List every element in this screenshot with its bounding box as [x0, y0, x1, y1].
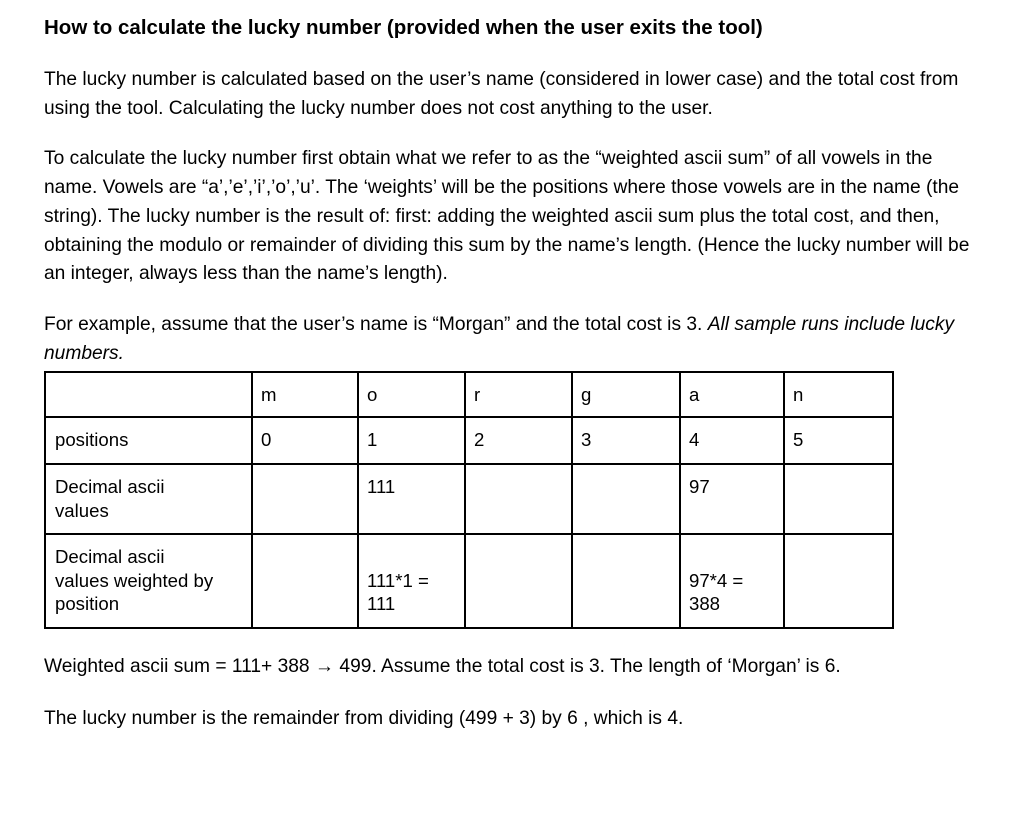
table-cell: 1	[358, 417, 465, 464]
table-cell	[252, 464, 358, 534]
table-cell: 97*4 = 388	[680, 534, 784, 628]
table-cell: r	[465, 372, 572, 417]
table-cell: m	[252, 372, 358, 417]
table-cell: n	[784, 372, 893, 417]
table-cell	[465, 464, 572, 534]
table-cell: o	[358, 372, 465, 417]
table-cell	[45, 372, 252, 417]
table-cell: 2	[465, 417, 572, 464]
table-cell: 5	[784, 417, 893, 464]
table-cell: 111*1 = 111	[358, 534, 465, 628]
sum-line: Weighted ascii sum = 111+ 388 → 499. Assume the total cost is 3. The length of ‘Morgan’ is 6.	[44, 656, 841, 678]
table-row	[45, 464, 893, 534]
table-cell	[572, 464, 680, 534]
example-text: For example, assume that the user’s name is “Morgan” and the total cost is 3.	[44, 313, 708, 335]
intro-paragraph: The lucky number is calculated based on the user’s name (considered in lower case) and the total cost from using the tool. Calculating the lucky number does not cost anything to the user.	[44, 69, 959, 119]
section-heading: How to calculate the lucky number (provided when the user exits the tool)	[44, 16, 763, 39]
table-cell: 0	[252, 417, 358, 464]
table-cell	[784, 464, 893, 534]
table-cell: 111	[358, 464, 465, 534]
example-italic-note: All sample runs include lucky numbers.	[44, 313, 955, 364]
ascii-table	[44, 371, 894, 629]
method-paragraph: To calculate the lucky number first obtain what we refer to as the “weighted ascii sum” of all vowels in the name. Vowels are “a’,’e’,’i’,’o’,’u’. The ‘weights’ will be the positions where those vowels are in the name (the string). The lucky number is the result of: first: adding the weighted ascii sum plus the total cost, and then, obtaining the modulo or remainder of dividing this sum by the name’s length. (Hence the lucky number will be an integer, always less than the name’s length).	[44, 148, 970, 285]
table-header-row	[45, 372, 893, 417]
table-cell: positions	[45, 417, 252, 464]
table-cell: Decimal ascii values weighted by position	[45, 534, 252, 628]
table-cell	[572, 534, 680, 628]
table-cell: 97	[680, 464, 784, 534]
example-paragraph	[44, 311, 974, 368]
table-cell: 3	[572, 417, 680, 464]
table-cell: a	[680, 372, 784, 417]
table-row	[45, 534, 893, 628]
table-cell: 4	[680, 417, 784, 464]
result-line: The lucky number is the remainder from dividing (499 + 3) by 6 , which is 4.	[44, 708, 684, 730]
table-cell: g	[572, 372, 680, 417]
table-row	[45, 417, 893, 464]
table-cell: Decimal ascii values	[45, 464, 252, 534]
table-cell	[784, 534, 893, 628]
table-cell	[252, 534, 358, 628]
table-cell	[465, 534, 572, 628]
document-page	[44, 14, 974, 734]
